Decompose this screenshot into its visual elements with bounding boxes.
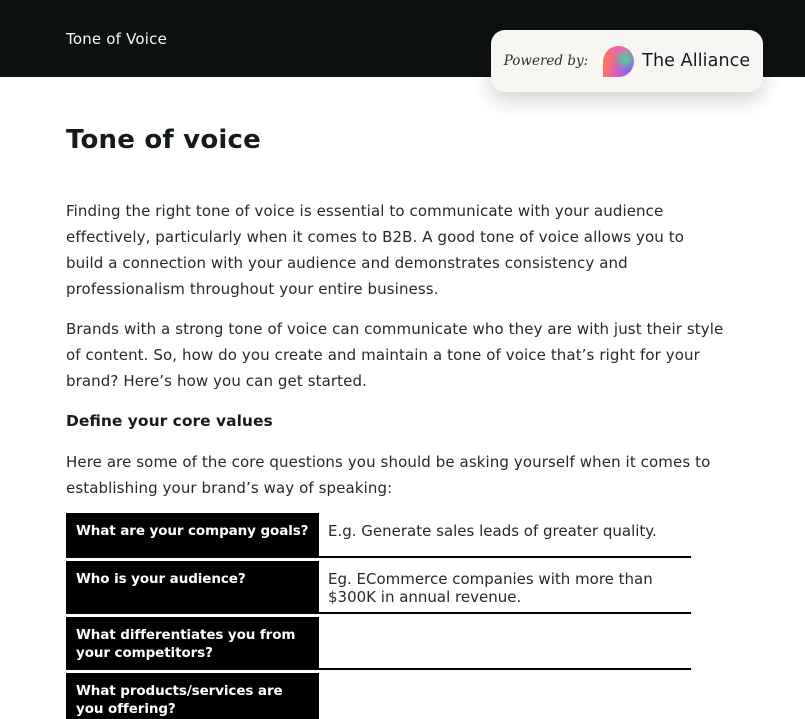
answer-cell: E.g. Generate sales leads of greater quality. bbox=[319, 513, 691, 558]
table-row bbox=[66, 513, 691, 558]
table-intro: Here are some of the core questions you should be asking yourself when it comes to establishing your brand’s way of speaking: bbox=[66, 453, 711, 497]
table-row bbox=[66, 673, 691, 719]
page-title: Tone of voice bbox=[66, 125, 261, 155]
brand-name: The Alliance bbox=[642, 51, 751, 71]
header-title: Tone of Voice bbox=[66, 29, 168, 48]
question-cell: Who is your audience? bbox=[66, 561, 319, 614]
powered-by-badge[interactable] bbox=[491, 30, 763, 92]
question-cell: What differentiates you from your competitors? bbox=[66, 617, 319, 670]
question-cell: What products/services are you offering? bbox=[66, 673, 319, 719]
answer-cell bbox=[319, 617, 691, 670]
article bbox=[0, 77, 805, 719]
brand-lockup bbox=[603, 46, 750, 77]
paragraph-1: Finding the right tone of voice is essential to communicate with your audience effectively, particularly when it comes to B2B. A good tone of voice allows you to build a connection with your audience and demonstrates consistency and professionalism throughout your entire business. bbox=[66, 202, 685, 298]
paragraph-2: Brands with a strong tone of voice can communicate who they are with just their style of content. So, how do you create and maintain a tone of voice that’s right for your brand? Here’s how you can get started. bbox=[66, 320, 724, 390]
section-subheading: Define your core values bbox=[66, 412, 273, 430]
answer-cell: Eg. ECommerce companies with more than $300K in annual revenue. bbox=[319, 561, 691, 614]
questions-table bbox=[66, 513, 691, 719]
alliance-logo-icon bbox=[603, 46, 634, 77]
table-row bbox=[66, 561, 691, 614]
powered-by-label: Powered by: bbox=[503, 53, 589, 69]
question-cell: What are your company goals? bbox=[66, 513, 319, 558]
table-row bbox=[66, 617, 691, 670]
answer-cell bbox=[319, 673, 691, 719]
